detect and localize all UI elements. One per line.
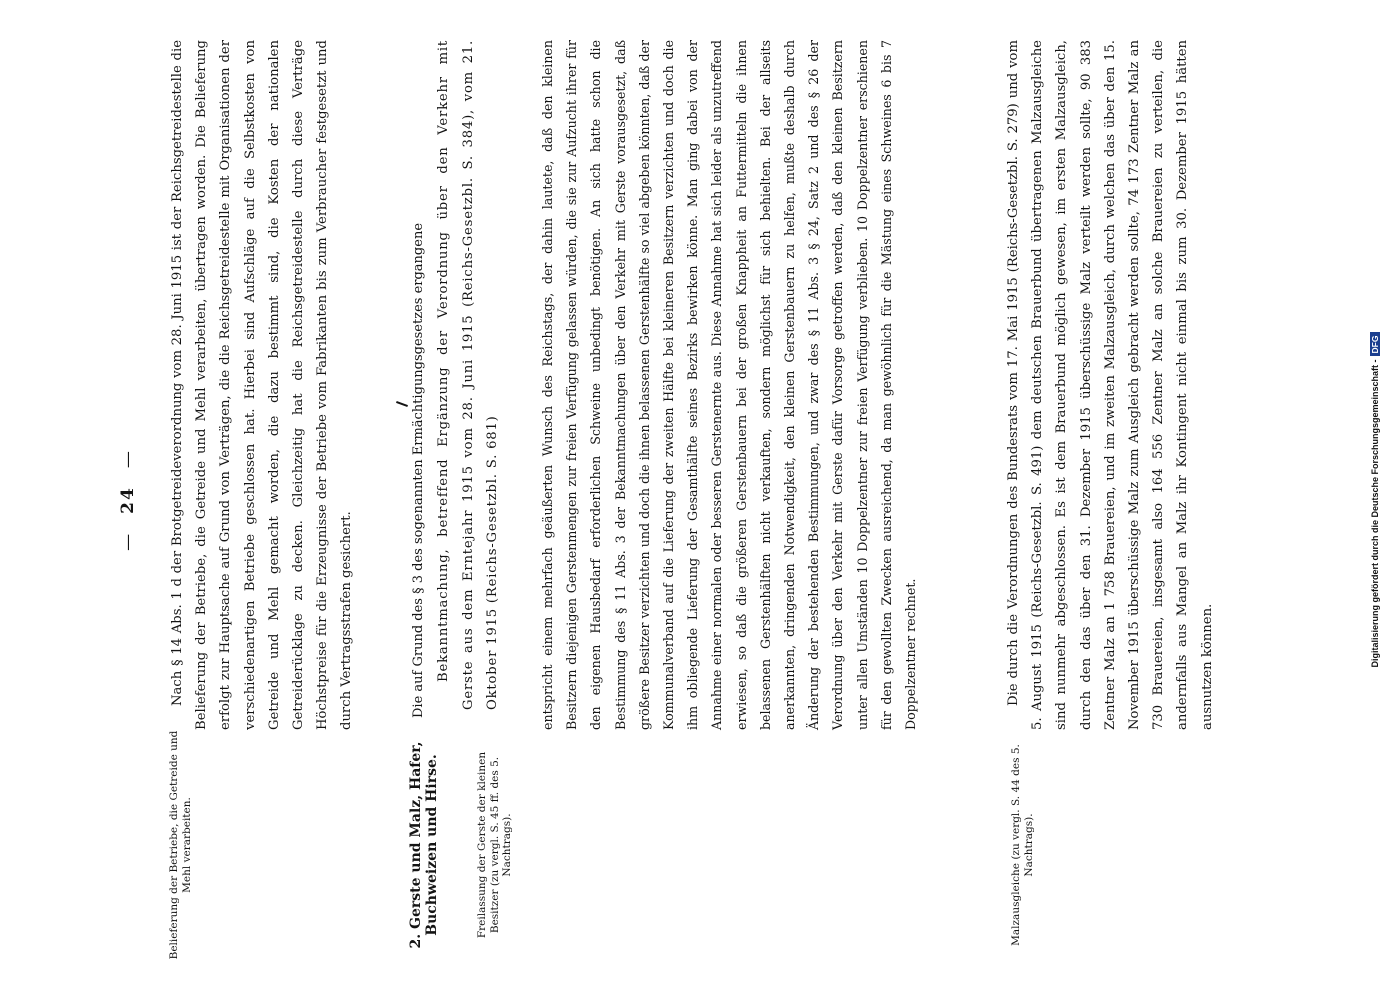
paragraph-3: Die durch die Verordnungen des Bundesrats vom 17. Mai 1915 (Reichs-Gesetzbl. S. 279) und vom 5. August 1915 (Reichs-Gesetzbl. S. 491) dem deutschen Brauerbund übertragenen Malzausgleiche sind nunmehr abgeschlossen. Es ist dem Brauerbund möglich gewesen, im ersten Malzausgleich, durch den das über den 31. Dezember 1915 überschüssige Malz verteilt werden sollte, 90 383 Zentner Malz an 1 758 Brauereien, und im zweiten Malzausgleich, durch welchen das über den 15. November 1915 überschüssige Malz zum Ausgleich gebracht werden sollte, 74 173 Zentner Malz an 730 Brauereien, insgesamt also 164 556 Zentner Malz an solche Brauereien zu verteilen, die andernfalls aus Mangel an Malz ihr Kontingent nicht einmal bis zum 30. Dezember 1915 hätten ausnutzen können. (1006, 40, 1215, 730)
announcement-title: Bekanntmachung, betreffend Ergänzung der Verordnung über den Verkehr mit Gerste aus dem Erntejahr 1915 vom 28. Juni 1915 (Reichs-Gesetzbl. S. 384), vom 21. Oktober 1915 (Reichs-Gesetzbl. S. 681) (436, 40, 500, 710)
paragraph-ermaechtigung-intro: Die auf Grund des § 3 des sogenannten Ermächtigungsgesetzes ergangene (411, 222, 426, 718)
pencil-mark (396, 401, 408, 407)
margin-note-belieferung: Belieferung der Betriebe, die Getreide und Mehl verarbeiten. (168, 730, 193, 960)
paragraph-malz (1002, 40, 1220, 730)
digitization-credit-text: Digitalisierung gefördert durch die Deutsche Forschungsgemeinschaft - (1370, 359, 1380, 668)
dfg-logo: DFG (1370, 333, 1380, 357)
paragraph-gerste (536, 40, 923, 730)
page-number-value: 24 (118, 486, 138, 514)
paragraph-belieferung (166, 40, 360, 730)
margin-note-freilassung: Freilassung der Gerste der kleinen Besitzer (zu vergl. S. 45 ff. des 5. Nachtrags). (476, 751, 513, 939)
section-heading-gerste: 2. Gerste und Malz, Hafer, Buchweizen und Hirse. (408, 741, 440, 949)
digitization-credit (1370, 0, 1380, 1000)
paragraph-1: Nach § 14 Abs. 1 d der Brotgetreideverordnung vom 28. Juni 1915 ist der Reichsgetreidestelle die Belieferung der Betriebe, die Getreide und Mehl verarbeiten, übertragen worden. Die Belieferung erfolgt zur Hauptsache auf Grund von Verträgen, die die Reichsgetreidestelle mit Organisationen der verschiedenartigen Betriebe geschlossen hat. Hierbei sind Aufschläge auf die Selbstkosten von Getreide und Mehl gemacht worden, die dazu bestimmt sind, die Kosten der nationalen Getreiderücklage zu decken. Gleichzeitig hat die Reichsgetreidestelle durch diese Verträge Höchstpreise für die Erzeugnisse der Betriebe vom Fabrikanten bis zum Verbraucher festgesetzt und durch Vertragsstrafen gesichert. (170, 40, 355, 730)
paragraph-2: entspricht einem mehrfach geäußerten Wunsch des Reichstags, der dahin lautete, daß den kleinen Besitzern diejenigen Gerstenmengen zur freien Verfügung gelassen würden, die sie zur Aufzucht ihrer für den eigenen Hausbedarf erforderlichen Schweine unbedingt benötigen. An sich hatte schon die Bestimmung des § 11 Abs. 3 der Bekanntmachungen über den Verkehr mit Gerste vorausgesetzt, daß größere Besitzer verzichten und doch die ihnen belassenen Gerstenhälfte so viel abgeben könnten, daß der Kommunalverband auf die Lieferung der zweiten Hälfte bei kleineren Besitzern verzichten und doch die ihm obliegende Lieferung der Gesamthälfte seines Bezirks bewirken könne. Man ging dabei von der Annahme einer normalen oder besseren Gerstenernte aus. Diese Annahme hat sich leider als unzutreffend erwiesen, so daß die größeren Gerstenbauern bei der großen Knappheit an Futtermitteln die ihnen belassenen Gerstenhälften nicht verkauften, sondern möglichst für sich behielten. Bei der allseits anerkannten, dringenden Notwendigkeit, den kleinen Gerstenbauern zu helfen, mußte deshalb durch Änderung der bestehenden Bestimmungen, und zwar des § 11 Abs. 3 § 24, Satz 2 und des § 26 der Verordnung über den Verkehr mit Gerste dafür Vorsorge getroffen werden, daß den kleinen Besitzern unter allen Umständen 10 Doppelzentner zur freien Verfügung verblieben. 10 Doppelzentner erschienen für den gewollten Zwecken ausreichend, da man gewöhnlich für die Mästung eines Schweines 6 bis 7 Doppelzentner rechnet. (540, 40, 919, 730)
margin-note-malzausgleiche: Malzausgleiche (zu vergl. S. 44 des 5. Nachtrags). (1010, 744, 1035, 946)
page-number: —24— (118, 449, 138, 551)
